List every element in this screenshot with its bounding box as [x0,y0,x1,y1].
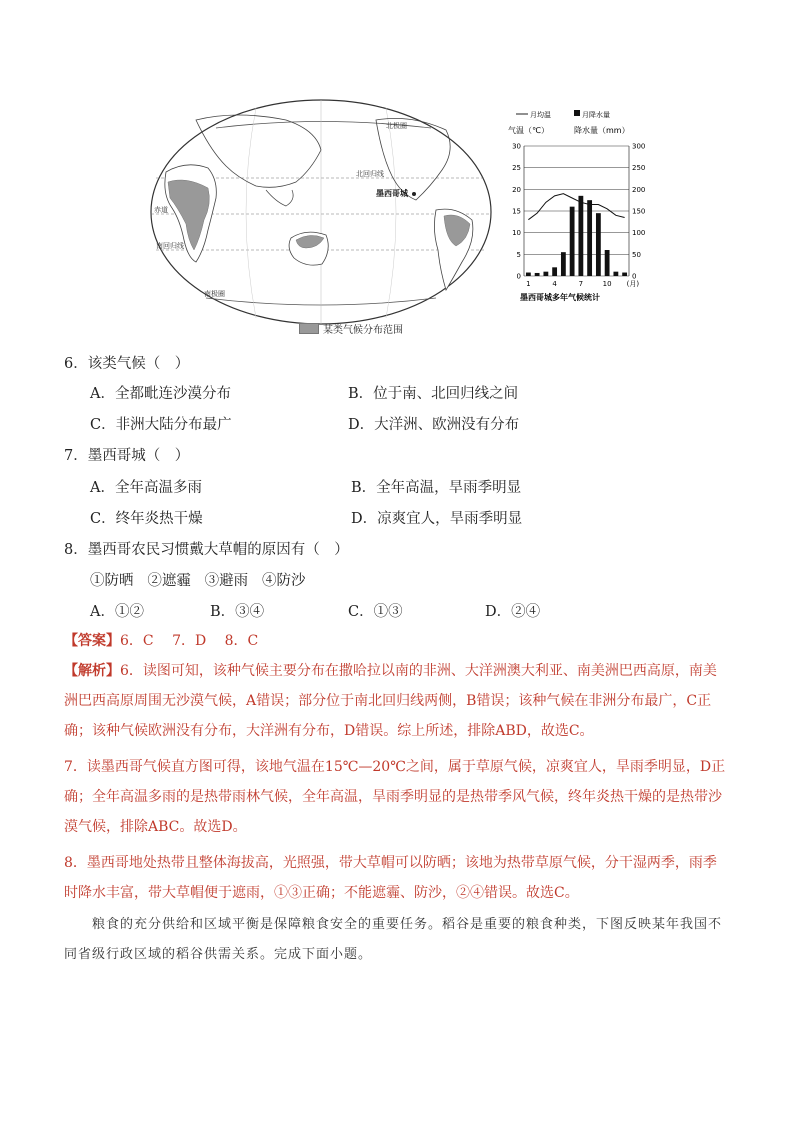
analysis-8-text-a: 8．墨西哥地处热带且整体海拔高，光照强，带大草帽可以防晒；该地为热带草原气候，分干湿两季，雨季时降水丰富，带大草帽便于遮雨， [64,855,717,901]
legend-bar-label: 月降水量 [582,111,610,119]
ylabel-right: 降水量（mm） [574,126,630,135]
q7-option-a[interactable]: A．全年高温多雨 [90,480,202,496]
world-map [146,90,496,340]
chart-caption: 墨西哥城多年气候统计 [520,293,600,302]
q8-items [90,569,305,590]
q8-option-a[interactable]: A．①② [90,604,144,620]
analysis-8-mark-4: ④ [470,885,484,901]
y-tick-right: 250 [632,164,646,173]
analysis-8-mark-3: ③ [288,885,302,901]
analysis-8-mark-1: ① [274,885,288,901]
map-legend [299,321,403,336]
y-tick-left: 30 [512,142,521,151]
y-tick-left: 25 [512,164,521,173]
question-7-stem: 7．墨西哥城（ ） [64,448,190,464]
q6-option-b[interactable]: B．位于南、北回归线之间 [348,386,519,402]
q8-option-b[interactable]: B．③④ [210,604,265,620]
y-tick-left: 15 [512,207,521,216]
precip-bar [535,273,540,276]
precip-bar [570,207,575,276]
x-tick-label: 1 [526,280,531,288]
y-tick-right: 100 [632,229,646,238]
precip-bar [561,252,566,276]
y-tick-left: 5 [516,250,521,259]
legend-swatch [299,323,319,334]
y-tick-left: 10 [512,229,521,238]
q6-option-d[interactable]: D．大洋洲、欧洲没有分布 [348,417,520,433]
precip-bar [596,213,601,276]
question-8-stem: 8．墨西哥农民习惯戴大草帽的原因有（ ） [64,542,349,558]
precip-bar [605,250,610,276]
temperature-line [528,194,624,220]
analysis-8-mark-2: ② [456,885,470,901]
mexico-city-marker [412,192,416,196]
q8-option-c[interactable]: C．①③ [348,604,403,620]
y-tick-left: 0 [516,272,521,281]
y-tick-right: 50 [632,250,641,259]
x-unit-label: (月) [626,280,640,288]
mexico-city-label: 墨西哥城 [376,189,408,198]
q8-item-3: 避雨 [219,573,249,589]
tropic-n-label: 北回归线 [356,170,384,178]
y-tick-right: 0 [632,272,637,281]
q8-option-d[interactable]: D．②④ [485,604,541,620]
ylabel-left: 气温（℃） [508,126,549,135]
answer-text: 6．C 7．D 8．C [120,633,259,649]
answer-tag: 【答案】 [64,633,120,649]
next-section-intro: 粮食的充分供给和区域平衡是保障粮食安全的重要任务。稻谷是重要的粮食种类，下图反映某年我国不同省级行政区域的稻谷供需关系。完成下面小题。 [64,917,723,962]
legend-label: 某类气候分布范围 [323,325,403,336]
precip-bar [587,200,592,276]
tropic-s-label: 南回归线 [156,242,184,250]
q8-item-3-mark: ③ [204,573,220,589]
precip-bar [526,273,531,276]
y-tick-right: 150 [632,207,646,216]
antarctic-label: 南极圈 [204,290,225,298]
q8-item-1: 防晒 [104,573,134,589]
precip-bar [543,272,548,276]
equator-label: 赤道 [154,206,168,214]
q7-option-c[interactable]: C．终年炎热干燥 [90,511,203,527]
y-tick-left: 20 [512,185,521,194]
q7-option-b[interactable]: B．全年高温，旱雨季明显 [351,480,522,496]
x-tick-label: 4 [552,280,557,288]
analysis-8-text-b: 正确；不能遮霾、防沙， [302,885,456,901]
q7-option-d[interactable]: D．凉爽宜人，旱雨季明显 [351,511,523,527]
analysis-7 [64,752,730,842]
analysis-7-text: 7．读墨西哥气候直方图可得，该地气温在15℃—20℃之间，属于草原气候，凉爽宜人，旱雨季明显，D正确；全年高温多雨的是热带雨林气候，全年高温，旱雨季明显的是热带季风气候，终年炎热干燥的是热带沙漠气候，排除ABC。故选D。 [64,759,726,835]
q8-item-1-mark: ① [90,573,105,589]
figure [146,90,646,340]
analysis-8 [64,848,730,908]
analysis-8-text-c: 错误。故选C。 [484,885,579,901]
q8-item-4: 防沙 [276,573,306,589]
x-tick-label: 7 [578,280,584,288]
precip-bar [622,273,627,276]
climate-chart [504,108,654,303]
y-tick-right: 300 [632,142,646,151]
q8-item-4-mark: ④ [261,573,277,589]
question-6-stem: 6．该类气候（ ） [64,356,190,372]
precip-bar [578,196,583,276]
legend-line-label: 月均温 [530,111,551,119]
precip-bar [613,272,618,276]
y-tick-right: 200 [632,185,646,194]
analysis-tag: 【解析】 [64,663,120,679]
precip-bar [552,267,557,276]
x-tick-label: 10 [602,280,612,288]
q6-option-a[interactable]: A．全都毗连沙漠分布 [90,386,231,402]
analysis-6-text: 6．读图可知，该种气候主要分布在撒哈拉以南的非洲、大洋洲澳大利亚、南美洲巴西高原，南美洲巴西高原周围无沙漠气候，A错误；部分位于南北回归线两侧，B错误；该种气候在非洲分布最广，C正确；该种气候欧洲没有分布，大洋洲有分布，D错误。综上所述，排除ABD，故选C。 [64,663,717,739]
q8-item-2-mark: ② [147,573,162,589]
analysis-6 [64,656,730,746]
answer-line [64,630,258,650]
q8-item-2: 遮霾 [161,573,191,589]
arctic-label: 北极圈 [386,122,407,130]
q6-option-c[interactable]: C．非洲大陆分布最广 [90,417,232,433]
